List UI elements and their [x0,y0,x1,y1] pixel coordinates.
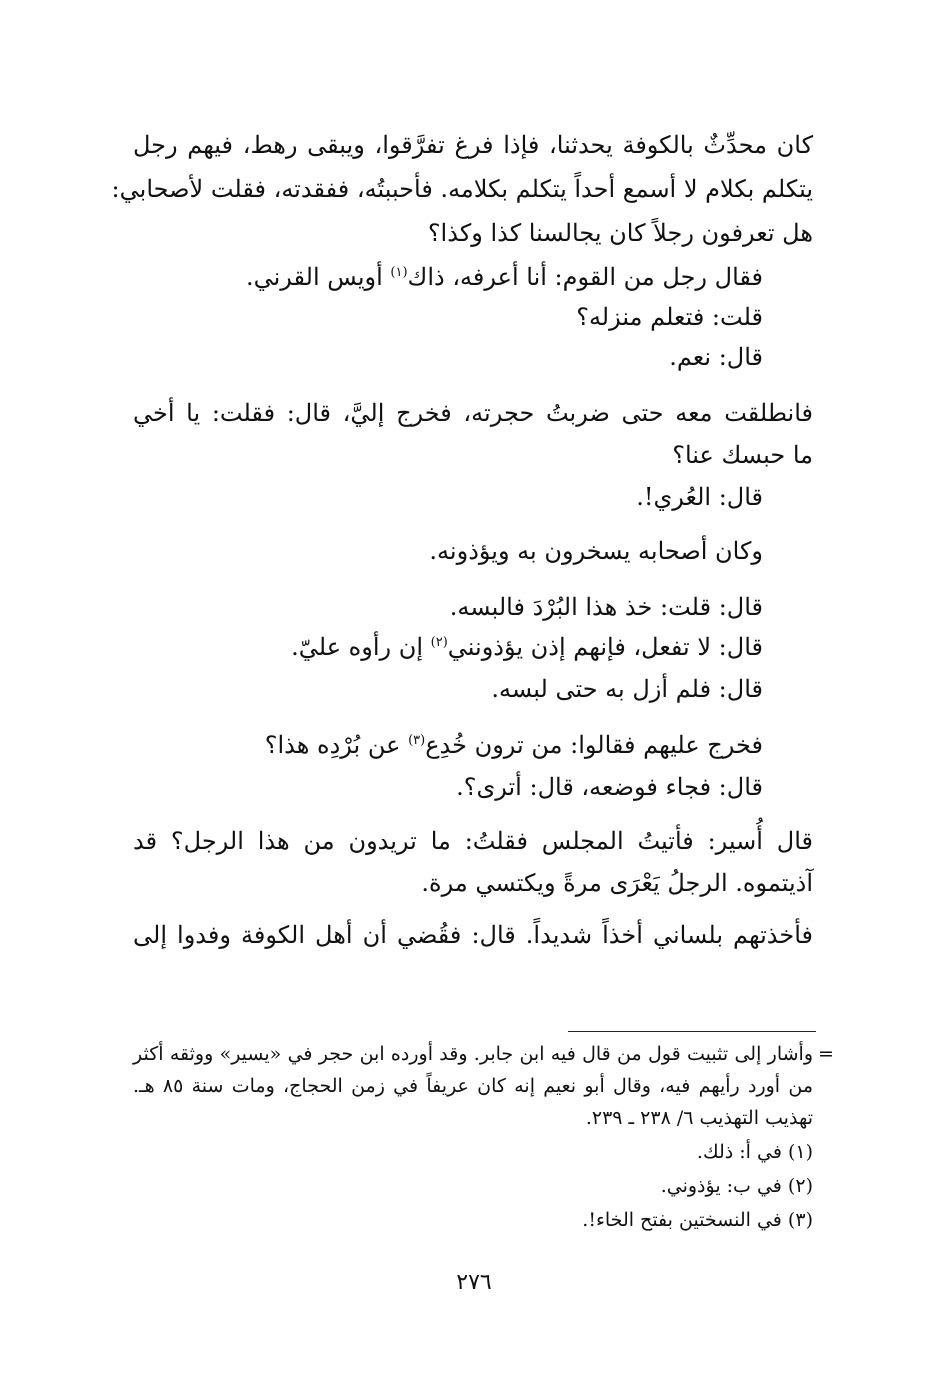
footnote-ref: (١) [390,265,408,280]
body-line: ما حبسك عنا؟ [672,441,813,469]
footnote-1: (١) في أ: ذلك. [696,1141,813,1163]
body-line: فقال رجل من القوم: أنا أعرفه، ذاك$^{(١)}$ أويس القرني. [245,263,763,291]
footnote-line: وأشار إلى تثبيت قول من قال فيه ابن جابر. وقد أورده ابن حجر في «يسير» ووثقه أكثر [133,1043,813,1065]
footnote-ref: (٣) [408,733,426,748]
footnote-line: من أورد رأيهم فيه، وقال أبو نعيم إنه كان عريفاً في زمن الحجاج، ومات سنة ٨٥ هـ. [133,1075,813,1097]
body-line: قلت: فتعلم منزله؟ [576,303,763,331]
body-line: فخرج عليهم فقالوا: من ترون خُدِع$^{(٣)}$ عن بُرْدِه هذا؟ [264,731,763,759]
body-line: قال: فجاء فوضعه، قال: أترى؟. [456,773,763,801]
footnote-line: تهذيب التهذيب ٦/ ٢٣٨ ـ ٢٣٩. [585,1107,813,1129]
body-line: قال: نعم. [669,343,763,371]
body-line: قال: قلت: خذ هذا البُرْدَ فالبسه. [449,593,763,621]
footnote-ref: (٢) [430,635,448,650]
body-line: آذيتموه. الرجلُ يَعْرَى مرةً ويكتسي مرة. [421,869,813,897]
body-line: هل تعرفون رجلاً كان يجالسنا كذا وكذا؟ [427,219,813,247]
body-line: قال: لا تفعل، فإنهم إذن يؤذونني$^{(٢)}$ إن رأوه عليّ. [291,633,763,661]
footnote-rule [568,1031,816,1032]
body-line: كان محدِّثٌ بالكوفة يحدثنا، فإذا فرغ تفرَّقوا، ويبقى رهط، فيهم رجل [133,131,813,159]
body-line: يتكلم بكلام لا أسمع أحداً يتكلم بكلامه. فأحببتُه، ففقدته، فقلت لأصحابي: [111,175,813,203]
page-number: ٢٧٦ [456,1270,492,1295]
body-line: قال: العُري!. [636,483,763,511]
body-line: وكان أصحابه يسخرون به ويؤذونه. [429,537,763,565]
body-line: فأخذتهم بلساني أخذاً شديداً. قال: فقُضي أن أهل الكوفة وفدوا إلى [133,921,813,949]
footnote-3: (٣) في النسختين بفتح الخاء!. [582,1209,813,1231]
body-line: قال أُسير: فأتيتُ المجلس فقلتُ: ما تريدون من هذا الرجل؟ قد [133,827,813,855]
body-line: قال: فلم أزل به حتى لبسه. [491,675,763,703]
continuation-marker: = [818,1043,834,1065]
footnote-2: (٢) في ب: يؤذوني. [660,1175,813,1197]
body-line: فانطلقت معه حتى ضربتُ حجرته، فخرج إليَّ، قال: فقلت: يا أخي [133,399,813,427]
